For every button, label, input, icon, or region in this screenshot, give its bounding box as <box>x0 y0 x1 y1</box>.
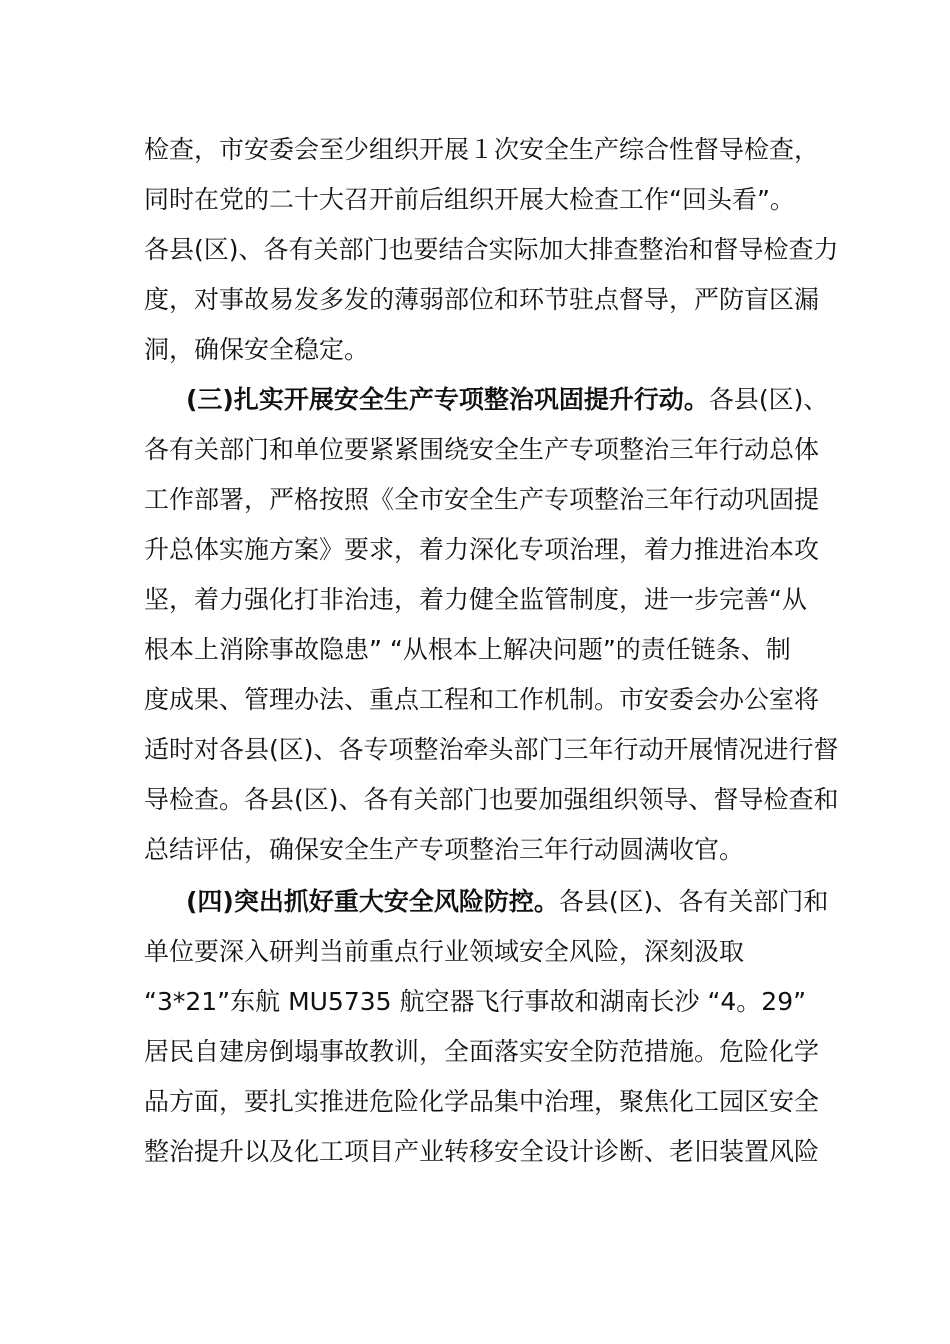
paragraph-line: 检查，市安委会至少组织开展１次安全生产综合性督导检查， <box>144 135 820 164</box>
section-4-heading: (四)突出抓好重大安全风险防控。 <box>186 887 559 916</box>
section-3-first-line <box>186 375 856 425</box>
paragraph-line: 洞，确保安全稳定。 <box>144 335 370 364</box>
paragraph-line: 升总体实施方案》要求，着力深化专项治理，着力推进治本攻 <box>144 535 820 564</box>
paragraph-line: 度，对事故易发多发的薄弱部位和环节驻点督导，严防盲区漏 <box>144 285 820 314</box>
paragraph-line: 坚，着力强化打非治违，着力健全监管制度，进一步完善“从 <box>144 585 807 614</box>
paragraph-line: 整治提升以及化工项目产业转移安全设计诊断、老旧装置风险 <box>144 1137 820 1166</box>
paragraph-line: 各有关部门和单位要紧紧围绕安全生产专项整治三年行动总体 <box>144 435 820 464</box>
paragraph-line: 导检查。各县(区)、各有关部门也要加强组织领导、督导检查和 <box>144 785 839 814</box>
section-4-first-line <box>186 877 856 927</box>
paragraph-line: 适时对各县(区)、各专项整治牵头部门三年行动开展情况进行督 <box>144 735 839 764</box>
paragraph-line: 居民自建房倒塌事故教训，全面落实安全防范措施。危险化学 <box>144 1037 820 1066</box>
paragraph-line: 工作部署，严格按照《全市安全生产专项整治三年行动巩固提 <box>144 485 820 514</box>
paragraph-line: 总结评估，确保安全生产专项整治三年行动圆满收官。 <box>144 835 745 864</box>
paragraph-line: 度成果、管理办法、重点工程和工作机制。市安委会办公室将 <box>144 685 820 714</box>
section-3-first-text: 各县(区)、 <box>708 385 829 414</box>
paragraph-line: 单位要深入研判当前重点行业领域安全风险，深刻汲取 <box>144 937 745 966</box>
paragraph-line: 根本上消除事故隐患” “从根本上解决问题”的责任链条、制 <box>144 635 791 664</box>
paragraph-line: 品方面，要扎实推进危险化学品集中治理，聚焦化工园区安全 <box>144 1087 820 1116</box>
section-4-first-text: 各县(区)、各有关部门和 <box>558 887 829 916</box>
paragraph-line: “3*21”东航 MU5735 航空器飞行事故和湖南长沙 “4。29” <box>144 987 807 1016</box>
paragraph-line: 各县(区)、各有关部门也要结合实际加大排查整治和督导检查力 <box>144 235 839 264</box>
paragraph-line: 同时在党的二十大召开前后组织开展大检查工作“回头看”。 <box>144 185 795 214</box>
section-3-heading: (三)扎实开展安全生产专项整治巩固提升行动。 <box>186 385 709 414</box>
